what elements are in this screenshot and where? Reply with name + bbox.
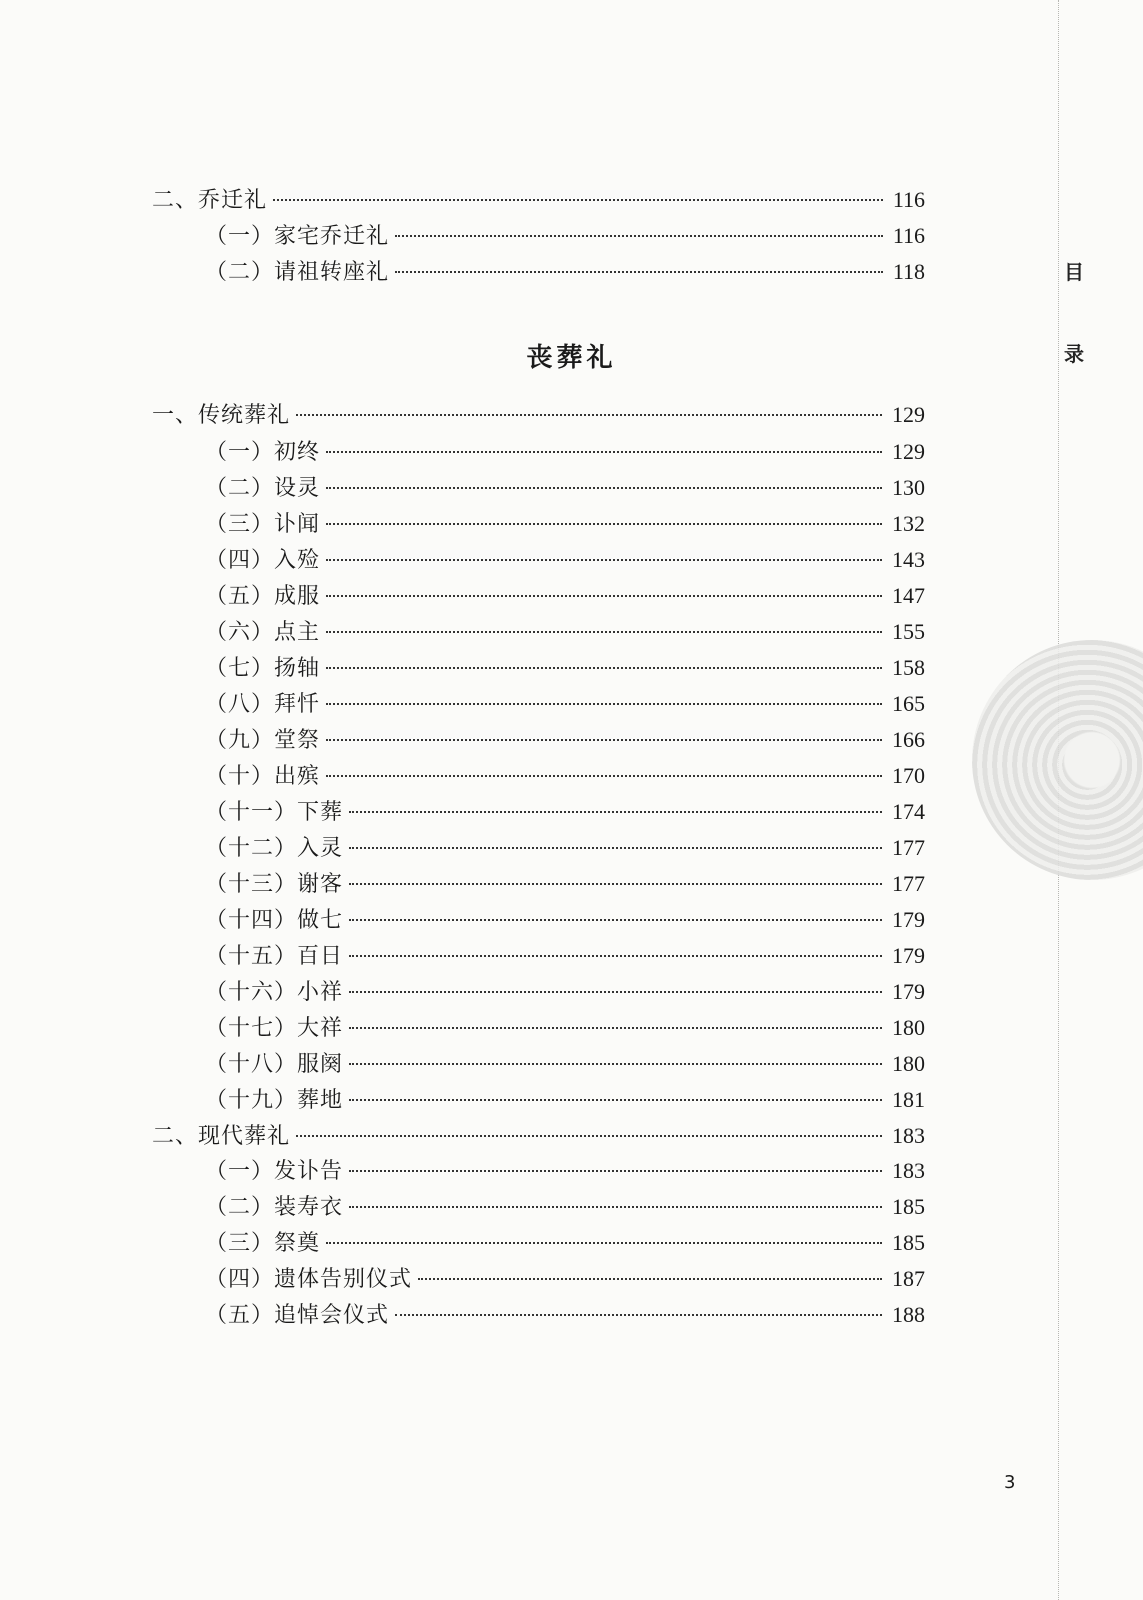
- toc-entry-title: （十八）服阕: [205, 1052, 344, 1077]
- dot-leader: [349, 811, 882, 813]
- dot-leader: [349, 991, 882, 993]
- dot-leader: [326, 523, 882, 525]
- dot-leader: [326, 775, 882, 777]
- toc-entry[interactable]: [205, 261, 925, 284]
- toc-entry[interactable]: [205, 477, 925, 500]
- toc-entry-page: 183: [892, 1123, 925, 1148]
- toc-entry-title: （三）祭奠: [205, 1231, 321, 1256]
- dot-leader: [273, 199, 883, 201]
- toc-entry-title: （十六）小祥: [205, 980, 344, 1005]
- dot-leader: [326, 667, 882, 669]
- dot-leader: [326, 739, 882, 741]
- toc-entry[interactable]: [205, 1089, 925, 1112]
- toc-entry[interactable]: [205, 945, 925, 968]
- toc-entry-title: （一）初终: [205, 440, 321, 465]
- toc-entry-title: （五）成服: [205, 584, 321, 609]
- toc-entry[interactable]: [205, 1232, 925, 1255]
- toc-entry[interactable]: [205, 765, 925, 788]
- toc-entry[interactable]: [205, 801, 925, 824]
- toc-entry-page: 185: [892, 1194, 925, 1219]
- toc-entry-page: 143: [892, 547, 925, 572]
- toc-entry-page: 177: [892, 871, 925, 896]
- toc-entry[interactable]: [205, 837, 925, 860]
- toc-entry[interactable]: [205, 693, 925, 716]
- toc-entry-page: 177: [892, 835, 925, 860]
- toc-entry-page: 183: [892, 1158, 925, 1183]
- dot-leader: [395, 1314, 882, 1316]
- toc-entry-page: 116: [892, 223, 925, 248]
- toc-entry-page: 116: [892, 187, 925, 212]
- toc-entry-page: 129: [892, 439, 925, 464]
- toc-entry-page: 180: [892, 1051, 925, 1076]
- dot-leader: [326, 631, 882, 633]
- dot-leader: [326, 703, 882, 705]
- toc-entry[interactable]: [205, 729, 925, 752]
- toc-entry[interactable]: [205, 1160, 925, 1183]
- toc-entry[interactable]: [205, 621, 925, 644]
- toc-entry[interactable]: [205, 909, 925, 932]
- toc-entry[interactable]: [205, 1017, 925, 1040]
- toc-entry-page: 187: [892, 1266, 925, 1291]
- toc-entry-title: （八）拜忏: [205, 692, 321, 717]
- toc-entry-page: 165: [892, 691, 925, 716]
- toc-entry[interactable]: [205, 513, 925, 536]
- toc-entry[interactable]: [205, 441, 925, 464]
- dot-leader: [349, 1027, 882, 1029]
- toc-entry[interactable]: [205, 1196, 925, 1219]
- dot-leader: [349, 1206, 882, 1208]
- toc-entry-page: 179: [892, 907, 925, 932]
- toc-entry[interactable]: [205, 225, 925, 248]
- dot-leader: [349, 883, 882, 885]
- toc-entry-page: 170: [892, 763, 925, 788]
- toc-entry-page: 180: [892, 1015, 925, 1040]
- toc-entry-title: （六）点主: [205, 620, 321, 645]
- toc-entry-page: 188: [892, 1302, 925, 1327]
- side-tab-char-1: 目: [1064, 260, 1084, 284]
- dot-leader: [349, 1063, 882, 1065]
- toc-entry-title: 一、传统葬礼: [152, 403, 291, 428]
- toc-entry[interactable]: [205, 981, 925, 1004]
- toc-entry-title: （十七）大祥: [205, 1016, 344, 1041]
- toc-entry-title: （十四）做七: [205, 908, 344, 933]
- toc-entry-page: 181: [892, 1087, 925, 1112]
- dot-leader: [349, 1099, 882, 1101]
- toc-entry[interactable]: [205, 1268, 925, 1291]
- dot-leader: [349, 955, 882, 957]
- page-number: 3: [1004, 1472, 1016, 1493]
- side-tab-char-2: 录: [1064, 342, 1084, 366]
- toc-entry-title: 二、乔迁礼: [152, 188, 268, 213]
- toc-entry-title: （十五）百日: [205, 944, 344, 969]
- toc-entry[interactable]: [152, 189, 925, 212]
- dot-leader: [296, 414, 882, 416]
- dot-leader: [326, 451, 882, 453]
- toc-entry-title: （五）追悼会仪式: [205, 1303, 390, 1328]
- toc-entry-page: 185: [892, 1230, 925, 1255]
- toc-entry-page: 155: [892, 619, 925, 644]
- toc-entry-title: （十九）葬地: [205, 1088, 344, 1113]
- dot-leader: [326, 1242, 882, 1244]
- dot-leader: [326, 487, 882, 489]
- dot-leader: [395, 271, 883, 273]
- toc-entry-page: 179: [892, 943, 925, 968]
- toc-entry-page: 166: [892, 727, 925, 752]
- toc-entry-page: 132: [892, 511, 925, 536]
- dot-leader: [395, 235, 883, 237]
- toc-entry[interactable]: [205, 585, 925, 608]
- toc-entry-title: 二、现代葬礼: [152, 1124, 291, 1149]
- toc-entry-page: 179: [892, 979, 925, 1004]
- dot-leader: [296, 1135, 882, 1137]
- toc-entry[interactable]: [205, 1053, 925, 1076]
- toc-entry[interactable]: [152, 1125, 925, 1148]
- toc-entry-title: （四）遗体告别仪式: [205, 1267, 413, 1292]
- toc-entry-title: （二）设灵: [205, 476, 321, 501]
- toc-entry-title: （二）装寿衣: [205, 1195, 344, 1220]
- dot-leader: [418, 1278, 882, 1280]
- toc-entry[interactable]: [205, 549, 925, 572]
- toc-entry[interactable]: [205, 657, 925, 680]
- toc-entry-title: （三）讣闻: [205, 512, 321, 537]
- dot-leader: [349, 1170, 882, 1172]
- toc-entry-title: （七）扬轴: [205, 656, 321, 681]
- toc-entry-page: 130: [892, 475, 925, 500]
- toc-entry[interactable]: [205, 873, 925, 896]
- toc-entry-title: （十）出殡: [205, 764, 321, 789]
- toc-entry-title: （四）入殓: [205, 548, 321, 573]
- toc-entry-page: 174: [892, 799, 925, 824]
- dot-leader: [349, 919, 882, 921]
- toc-entry-title: （九）堂祭: [205, 728, 321, 753]
- toc-entry-page: 147: [892, 583, 925, 608]
- dot-leader: [326, 559, 882, 561]
- dot-leader: [326, 595, 882, 597]
- toc-entry-title: （十一）下葬: [205, 800, 344, 825]
- toc-entry-page: 118: [892, 259, 925, 284]
- toc-entry-title: （二）请祖转座礼: [205, 260, 390, 285]
- toc-entry-page: 129: [892, 402, 925, 427]
- toc-entry-page: 158: [892, 655, 925, 680]
- dot-leader: [349, 847, 882, 849]
- toc-entry-title: （一）家宅乔迁礼: [205, 224, 390, 249]
- toc-entry-title: （十三）谢客: [205, 872, 344, 897]
- toc-entry[interactable]: [152, 404, 925, 427]
- section-title: 丧葬礼: [526, 343, 617, 373]
- toc-entry-title: （一）发讣告: [205, 1159, 344, 1184]
- toc-entry[interactable]: [205, 1304, 925, 1327]
- decorative-medallion-icon: [972, 640, 1143, 880]
- toc-entry-title: （十二）入灵: [205, 836, 344, 861]
